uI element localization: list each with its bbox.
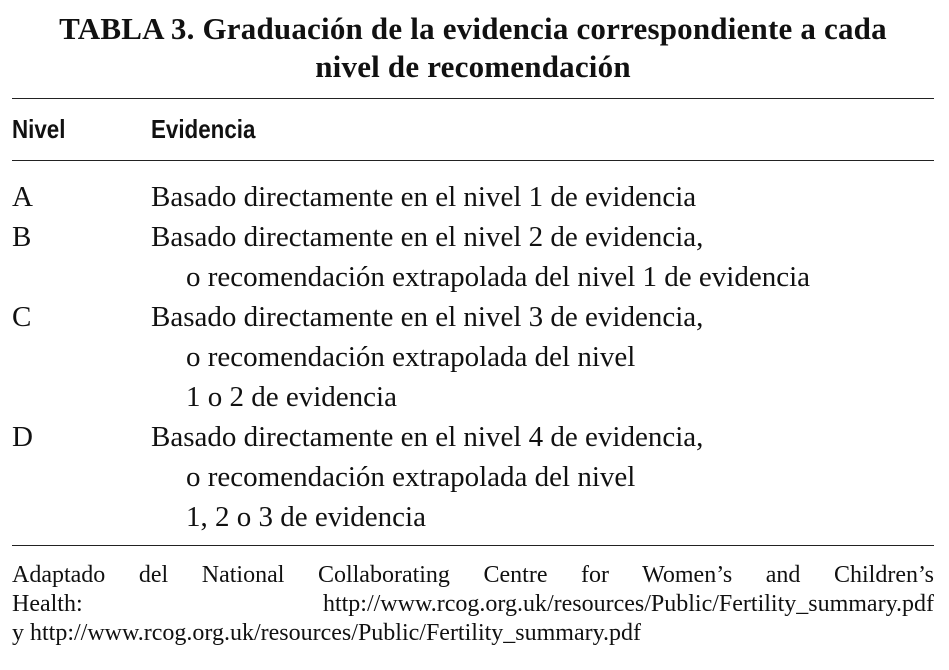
table-bottom-rule — [12, 545, 934, 546]
table-row-b — [12, 217, 934, 297]
row-level: B — [12, 221, 32, 253]
row-evidence-line: Basado directamente en el nivel 2 de evidencia, — [151, 221, 704, 253]
table-row-d — [12, 417, 934, 537]
row-level: D — [12, 421, 33, 453]
row-evidence-line: 1, 2 o 3 de evidencia — [186, 501, 426, 533]
table-header-row — [12, 99, 934, 160]
table-row-c — [12, 297, 934, 417]
table-body — [12, 161, 934, 545]
header-level: Nivel — [12, 114, 66, 144]
row-level: A — [12, 181, 33, 213]
table-title-line-2: nivel de recomendación — [315, 49, 631, 84]
table-row-a — [12, 177, 934, 217]
row-evidence-line: Basado directamente en el nivel 1 de evidencia — [151, 181, 697, 213]
row-evidence-line: 1 o 2 de evidencia — [186, 381, 397, 413]
row-level: C — [12, 301, 32, 333]
document-page — [12, 10, 934, 660]
footnote-line-2: Health: http://www.rcog.org.uk/resources/Public/Fertility_summary.pdf — [12, 591, 934, 617]
table-title — [12, 10, 934, 86]
row-evidence-line: o recomendación extrapolada del nivel — [186, 461, 636, 493]
row-evidence-line: Basado directamente en el nivel 3 de evidencia, — [151, 301, 704, 333]
table-title-line-1: TABLA 3. Graduación de la evidencia correspondiente a cada — [59, 11, 887, 46]
footnote-line-1: Adaptado del National Collaborating Centre for Women’s and Children’s — [12, 562, 934, 588]
row-evidence-line: Basado directamente en el nivel 4 de evidencia, — [151, 421, 704, 453]
footnote-line-3: y http://www.rcog.org.uk/resources/Public/Fertility_summary.pdf — [12, 620, 642, 646]
table-footnote — [12, 561, 934, 648]
row-evidence-line: o recomendación extrapolada del nivel — [186, 341, 636, 373]
header-evidence: Evidencia — [151, 114, 256, 144]
row-evidence-line: o recomendación extrapolada del nivel 1 de evidencia — [186, 261, 811, 293]
